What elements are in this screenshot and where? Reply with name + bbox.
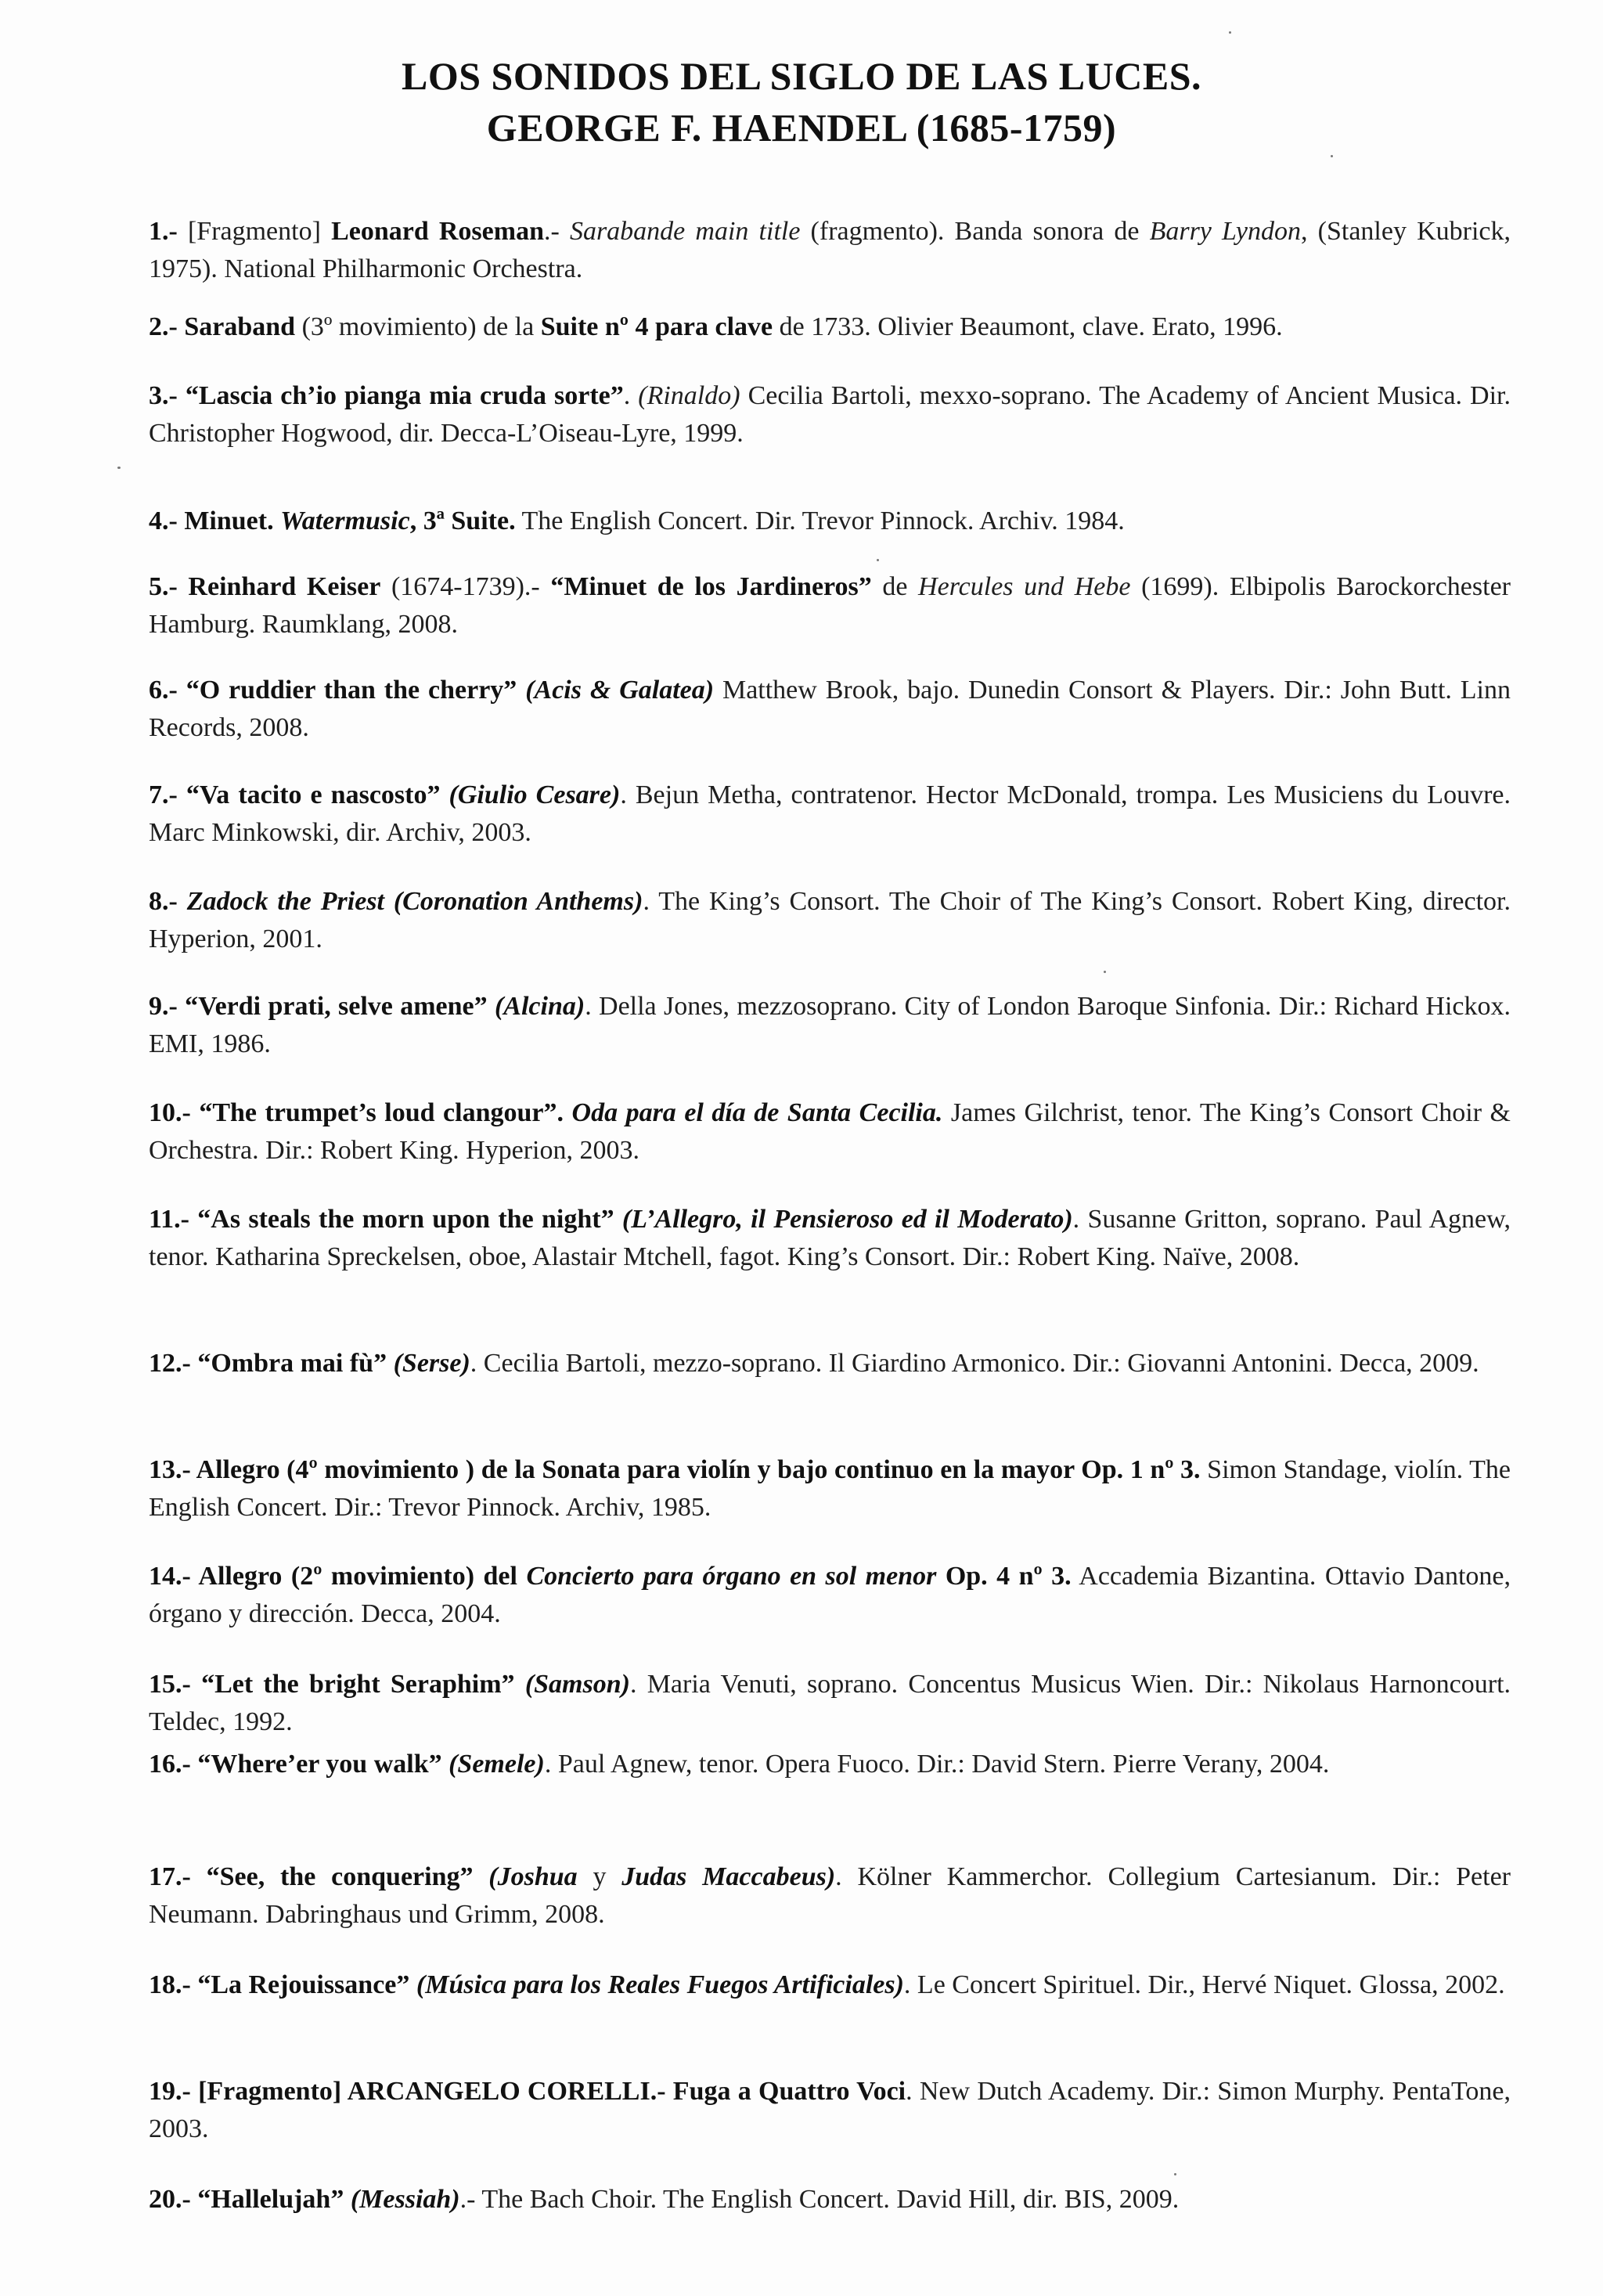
entry-text-run: y — [577, 1862, 622, 1891]
entry-text-run: Watermusic — [280, 506, 410, 535]
entry-text-run — [473, 1862, 488, 1891]
entry-text-run: (Semele) — [448, 1750, 545, 1779]
entry-text-run: 8.- — [149, 887, 187, 916]
entry-text-run: 13.- Allegro (4º movimiento ) de la Sonata para violín y bajo continuo en la mayor Op. 1 nº 3. — [149, 1455, 1201, 1484]
track-entry-20 — [149, 2181, 1511, 2219]
track-entry-8 — [149, 883, 1511, 958]
entry-text-run: Cecilia Bartoli, mexxo-soprano. The Academy of Ancient Musica. Dir. Christopher Hogwood, dir. Decca-L’Oiseau-Lyre, 1999. — [149, 381, 1511, 448]
entry-text-run: 11.- “As steals the morn upon the night” — [149, 1205, 614, 1234]
entry-text-run: Zadock the Priest (Coronation Anthems) — [186, 887, 643, 916]
entry-text-run: (1674-1739).- — [380, 572, 551, 601]
entry-text-run: (Giulio Cesare) — [448, 780, 621, 809]
entry-text-run: 18.- “La Rejouissance” — [149, 1970, 410, 1999]
entry-text-run: Barry Lyndon — [1149, 217, 1302, 246]
entry-text-run: Matthew Brook, bajo. Dunedin Consort & Players. Dir.: John Butt. Linn Records, 2008. — [149, 676, 1511, 742]
entry-text-run: Suite nº 4 para clave — [540, 312, 773, 341]
entry-text-run: (1699). Elbipolis Barockorchester Hamburg. Raumklang, 2008. — [149, 572, 1511, 639]
entry-text-run: 19.- [Fragmento] ARCANGELO CORELLI.- Fuga a Quattro Voci — [149, 2077, 906, 2106]
entry-text-run: .- The Bach Choir. The English Concert. David Hill, dir. BIS, 2009. — [459, 2185, 1180, 2214]
entry-text-run: Oda para el día de Santa Cecilia. — [571, 1098, 943, 1127]
entry-text-run: (Rinaldo) — [638, 381, 740, 410]
entry-text-run: 10.- “The trumpet’s loud clangour”. — [149, 1098, 572, 1127]
entry-text-run: “Minuet de los Jardineros” — [550, 572, 872, 601]
entry-text-run: .- — [543, 217, 570, 246]
document-header — [0, 50, 1603, 153]
track-entry-2 — [149, 308, 1511, 346]
entry-text-run: Hercules und Hebe — [918, 572, 1131, 601]
entry-text-run — [488, 992, 495, 1021]
entry-text-run: 9.- “Verdi prati, selve amene” — [149, 992, 488, 1021]
entry-text-run — [614, 1205, 622, 1234]
entry-text-run: . Susanne Gritton, soprano. Paul Agnew, tenor. Katharina Spreckelsen, oboe, Alastair Mtchell, fagot. King’s Consort. Dir.: Robert King. Naïve, 2008. — [149, 1205, 1511, 1271]
entry-text-run: Accademia Bizantina. Ottavio Dantone, órgano y dirección. Decca, 2004. — [149, 1562, 1511, 1628]
entry-text-run: de 1733. Olivier Beaumont, clave. Erato, 1996. — [773, 312, 1283, 341]
track-entry-6 — [149, 672, 1511, 747]
entry-text-run: James Gilchrist, tenor. The King’s Consort Choir & Orchestra. Dir.: Robert King. Hyperion, 2003. — [149, 1098, 1511, 1165]
entry-text-run — [515, 1670, 525, 1699]
track-entry-19 — [149, 2073, 1511, 2148]
entry-text-run: (Alcina) — [494, 992, 585, 1021]
entry-text-run: 2.- Saraband — [149, 312, 296, 341]
entry-text-run: . Kölner Kammerchor. Collegium Cartesianum. Dir.: Peter Neumann. Dabringhaus und Grimm, 2008. — [149, 1862, 1511, 1929]
entry-text-run — [440, 780, 448, 809]
title-line-1: LOS SONIDOS DEL SIGLO DE LAS LUCES. — [401, 54, 1202, 98]
scan-speck — [1174, 2173, 1176, 2175]
entry-text-run: . Bejun Metha, contratenor. Hector McDonald, trompa. Les Musiciens du Louvre. Marc Minkowski, dir. Archiv, 2003. — [149, 780, 1511, 847]
entry-text-run: . Paul Agnew, tenor. Opera Fuoco. Dir.: David Stern. Pierre Verany, 2004. — [544, 1750, 1330, 1779]
entry-text-run: 1.- — [149, 217, 188, 246]
entry-text-run: Judas Maccabeus) — [621, 1862, 836, 1891]
entry-text-run: The English Concert. Dir. Trevor Pinnock. Archiv. 1984. — [515, 506, 1125, 535]
entry-text-run: . Cecilia Bartoli, mezzo-soprano. Il Giardino Armonico. Dir.: Giovanni Antonini. Decca, 2009. — [470, 1349, 1479, 1378]
entry-text-run: (Música para los Reales Fuegos Artificiales) — [416, 1970, 904, 1999]
entry-text-run: Simon Standage, violín. The English Concert. Dir.: Trevor Pinnock. Archiv, 1985. — [149, 1455, 1511, 1522]
entry-text-run: . Maria Venuti, soprano. Concentus Musicus Wien. Dir.: Nikolaus Harnoncourt. Teldec, 1992. — [149, 1670, 1511, 1736]
scan-speck — [1104, 971, 1106, 973]
track-entry-13 — [149, 1451, 1511, 1526]
entry-text-run: 15.- “Let the bright Seraphim” — [149, 1670, 515, 1699]
entry-text-run: 7.- “Va tacito e nascosto” — [149, 780, 441, 809]
entry-text-run: 4.- Minuet. — [149, 506, 281, 535]
entry-text-run: (Samson) — [524, 1670, 630, 1699]
entry-text-run — [344, 2185, 351, 2214]
entry-text-run: Concierto para órgano en sol menor — [526, 1562, 937, 1591]
entry-text-run: 6.- “O ruddier than the cherry” — [149, 676, 517, 705]
track-entry-3 — [149, 377, 1511, 452]
track-entry-18 — [149, 1966, 1511, 2004]
entry-text-run: 12.- “Ombra mai fù” — [149, 1349, 387, 1378]
entry-text-run: (fragmento). Banda sonora de — [800, 217, 1150, 246]
entry-text-run: Op. 4 nº 3. — [936, 1562, 1072, 1591]
entry-text-run: , 3ª Suite. — [409, 506, 516, 535]
entry-text-run: (L’Allegro, il Pensieroso ed il Moderato) — [621, 1205, 1073, 1234]
entry-text-run: . Le Concert Spirituel. Dir., Hervé Niquet. Glossa, 2002. — [903, 1970, 1505, 1999]
entry-text-run: Sarabande main title — [569, 217, 801, 246]
entry-text-run: 3.- “Lascia ch’io pianga mia cruda sorte” — [149, 381, 624, 410]
track-entry-11 — [149, 1201, 1511, 1276]
entry-text-run: 14.- Allegro (2º movimiento) del — [149, 1562, 527, 1591]
entry-text-run: [Fragmento] — [187, 217, 332, 246]
track-entry-5 — [149, 568, 1511, 643]
track-entry-12 — [149, 1345, 1511, 1382]
track-entry-10 — [149, 1094, 1511, 1170]
track-entry-7 — [149, 777, 1511, 852]
track-entry-17 — [149, 1858, 1511, 1934]
entry-text-run: 5.- Reinhard Keiser — [149, 572, 381, 601]
entry-text-run: . Della Jones, mezzosoprano. City of London Baroque Sinfonia. Dir.: Richard Hickox. EMI, 1986. — [149, 992, 1511, 1058]
scan-speck — [877, 559, 879, 561]
entry-text-run: (Acis & Galatea) — [525, 676, 715, 705]
entry-text-run: 20.- “Hallelujah” — [149, 2185, 344, 2214]
scan-speck — [117, 467, 121, 469]
entry-text-run: (Messiah) — [350, 2185, 460, 2214]
track-entry-14 — [149, 1558, 1511, 1633]
entry-text-run: de — [871, 572, 919, 601]
entry-text-run — [442, 1750, 449, 1779]
entry-text-run — [517, 676, 525, 705]
entry-text-run: (3º movimiento) de la — [295, 312, 541, 341]
entry-text-run: (Serse) — [393, 1349, 470, 1378]
track-entry-15 — [149, 1666, 1511, 1741]
title-line-2: GEORGE F. HAENDEL (1685-1759) — [486, 106, 1117, 150]
track-entry-16 — [149, 1746, 1511, 1783]
entry-text-run: 16.- “Where’er you walk” — [149, 1750, 442, 1779]
track-entry-1 — [149, 213, 1511, 288]
entry-text-run: . — [623, 381, 639, 410]
entry-text-run — [409, 1970, 416, 1999]
entry-text-run: . New Dutch Academy. Dir.: Simon Murphy. PentaTone, 2003. — [149, 2077, 1511, 2143]
entry-text-run — [387, 1349, 394, 1378]
entry-text-run: Leonard Roseman — [331, 217, 544, 246]
track-entry-9 — [149, 988, 1511, 1063]
entry-text-run: (Joshua — [488, 1862, 578, 1891]
track-entry-4 — [149, 503, 1511, 540]
entry-text-run: 17.- “See, the conquering” — [149, 1862, 474, 1891]
entry-text-run: . The King’s Consort. The Choir of The King’s Consort. Robert King, director. Hyperion, 2001. — [149, 887, 1511, 953]
scan-speck — [1229, 31, 1231, 34]
entry-text-run: , (Stanley Kubrick, 1975). National Philharmonic Orchestra. — [149, 217, 1511, 283]
scan-speck — [1331, 155, 1333, 157]
